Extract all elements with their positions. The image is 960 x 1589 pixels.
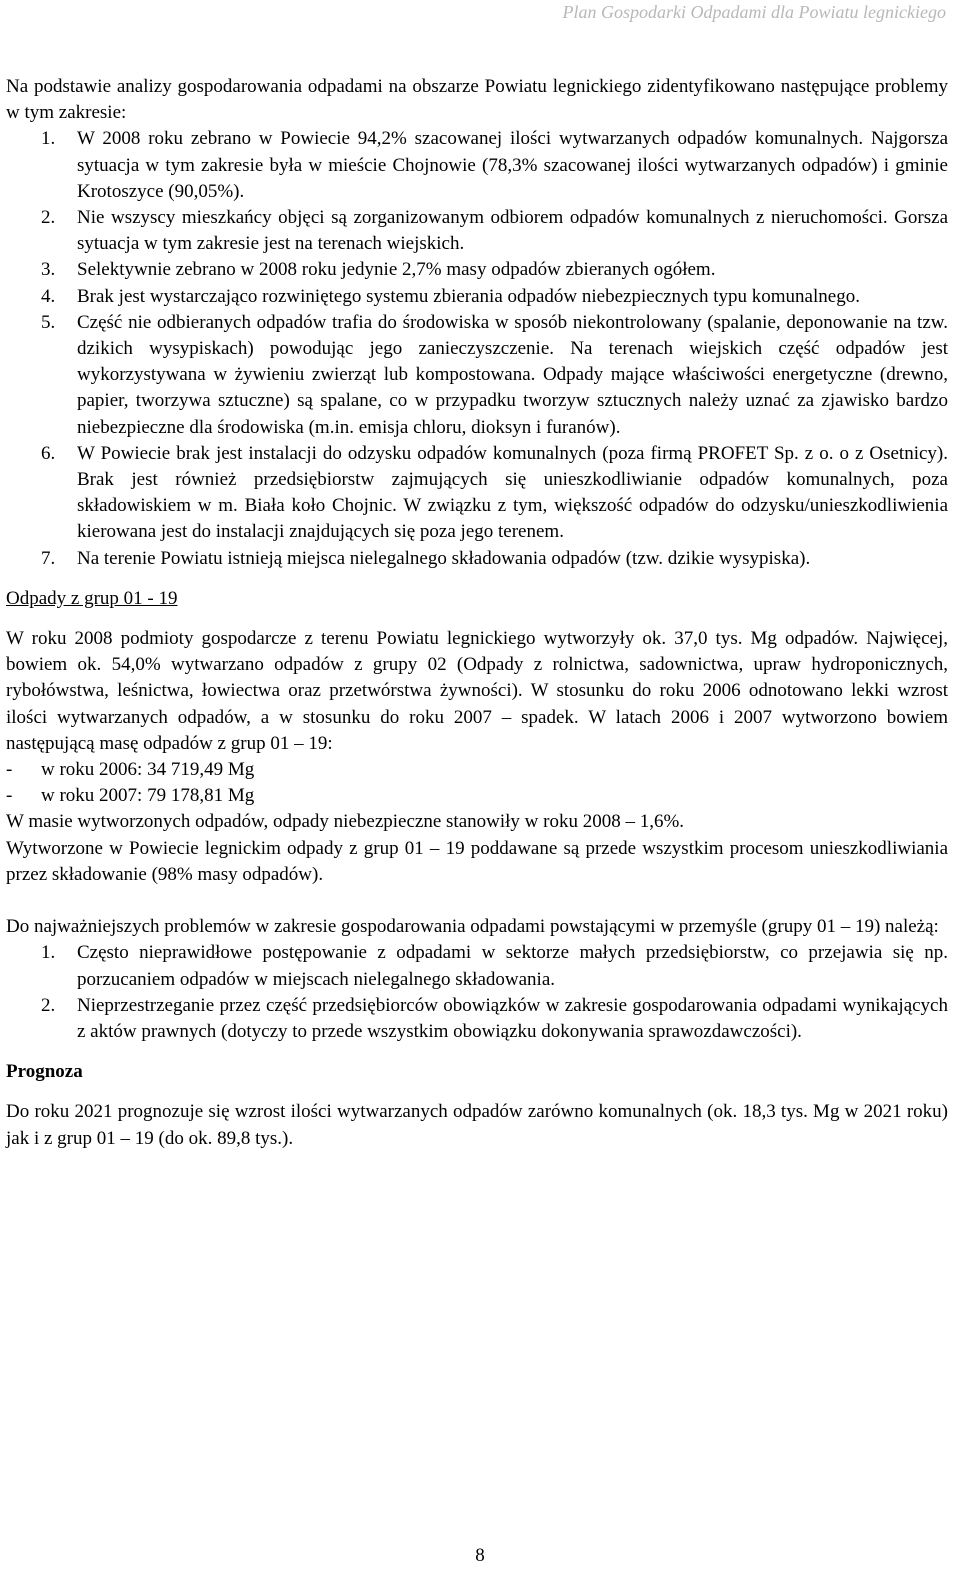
list-item: 5. Część nie odbieranych odpadów trafia do środowiska w sposób niekontrolowany (spalanie, deponowanie na tzw. dzikich wysypiskach) powodując jego zanieczyszczenie. Na terenach wiejskich część odpadów jest wykorzystywana w żywieniu zwierząt lub kompostowana. Odpady mające właściwości energetyczne (drewno, papier, tworzywa sztuczne) są spalane, co w przypadku tworzyw sztucznych należy uznać za zjawisko bardzo niebezpieczne dla środowiska (m.in. emisja chloru, dioksyn i furanów). <box>41 311 948 438</box>
list-item: 1. Często nieprawidłowe postępowanie z odpadami w sektorze małych przedsiębiorstw, co przejawia się np. porzucaniem odpadów w miejscach nielegalnego składowania. <box>41 942 948 990</box>
list-item: 4. Brak jest wystarczająco rozwiniętego systemu zbierania odpadów niebezpiecznych typu komunalnego. <box>41 285 860 307</box>
industry-problems-intro: Do najważniejszych problemów w zakresie gospodarowania odpadami powstającymi w przemyśle (grupy 01 – 19) należą: <box>6 916 939 938</box>
list-item: 2. Nie wszyscy mieszkańcy objęci są zorganizowanym odbiorem odpadów komunalnych z nieruchomości. Gorsza sytuacja w tym zakresie jest na terenach wiejskich. <box>41 207 948 255</box>
industry-problems-list <box>6 940 948 1045</box>
section-heading-groups: Odpady z grup 01 - 19 <box>6 587 178 609</box>
list-item: 2. Nieprzestrzeganie przez część przedsiębiorców obowiązków w zakresie gospodarowania odpadami wynikających z aktów prawnych (dotyczy to przede wszystkim obowiązku dokonywania sprawozdawczości). <box>41 994 948 1042</box>
document-body <box>6 74 948 1152</box>
list-item: 1. W 2008 roku zebrano w Powiecie 94,2% szacowanej ilości wytwarzanych odpadów komunalnych. Najgorsza sytuacja w tym zakresie była w mieście Chojnowie (78,3% szacowanej ilości wytwarzanych odpadów) i gminie Krotoszyce (90,05%). <box>41 128 948 202</box>
spacer <box>6 888 948 914</box>
list-item: 7. Na terenie Powiatu istnieją miejsca nielegalnego składowania odpadów (tzw. dzikie wysypiska). <box>41 547 811 569</box>
list-item: - w roku 2007: 79 178,81 Mg <box>6 785 255 807</box>
hazardous-paragraph: W masie wytworzonych odpadów, odpady niebezpieczne stanowiły w roku 2008 – 1,6%. <box>6 811 685 833</box>
page-number: 8 <box>475 1545 485 1566</box>
running-header: Plan Gospodarki Odpadami dla Powiatu legnickiego <box>562 2 946 22</box>
list-item: 3. Selektywnie zebrano w 2008 roku jedynie 2,7% masy odpadów zbieranych ogółem. <box>41 259 716 281</box>
section-heading-forecast: Prognoza <box>6 1061 83 1083</box>
groups-paragraph: W roku 2008 podmioty gospodarcze z terenu Powiatu legnickiego wytworzyły ok. 37,0 tys. Mg odpadów. Najwięcej, bowiem ok. 54,0% wytwarzano odpadów z grupy 02 (Odpady z rolnictwa, sadownictwa, upraw hydroponicznych, rybołówstwa, leśnictwa, łowiectwa oraz przetwórstwa żywności). W stosunku do roku 2006 odnotowano lekki wzrost ilości wytwarzanych odpadów, a w stosunku do roku 2007 – spadek. W latach 2006 i 2007 wytworzono bowiem następującą masę odpadów z grup 01 – 19: <box>6 628 948 754</box>
list-item: 6. W Powiecie brak jest instalacji do odzysku odpadów komunalnych (poza firmą PROFET Sp. z o. o z Osetnicy). Brak jest również przedsiębiorstw zajmujących się unieszkodliwianie odpadów komunalnych, poza składowiskiem w m. Biała koło Chojnic. W związku z tym, większość odpadów do odzysku/unieszkodliwienia kierowana jest do instalacji znajdujących się poza jego terenem. <box>41 442 948 543</box>
mass-list <box>6 757 948 809</box>
municipal-problems-list <box>6 126 948 571</box>
list-item: - w roku 2006: 34 719,49 Mg <box>6 759 255 781</box>
forecast-paragraph: Do roku 2021 prognozuje się wzrost ilości wytwarzanych odpadów zarówno komunalnych (ok. 18,3 tys. Mg w 2021 roku) jak i z grup 01 – 19 (do ok. 89,8 tys.). <box>6 1101 948 1149</box>
intro-paragraph: Na podstawie analizy gospodarowania odpadami na obszarze Powiatu legnickiego zidentyfikowano następujące problemy w tym zakresie: <box>6 76 948 124</box>
disposal-paragraph: Wytworzone w Powiecie legnickim odpady z grup 01 – 19 poddawane są przede wszystkim procesom unieszkodliwiania przez składowanie (98% masy odpadów). <box>6 837 948 885</box>
